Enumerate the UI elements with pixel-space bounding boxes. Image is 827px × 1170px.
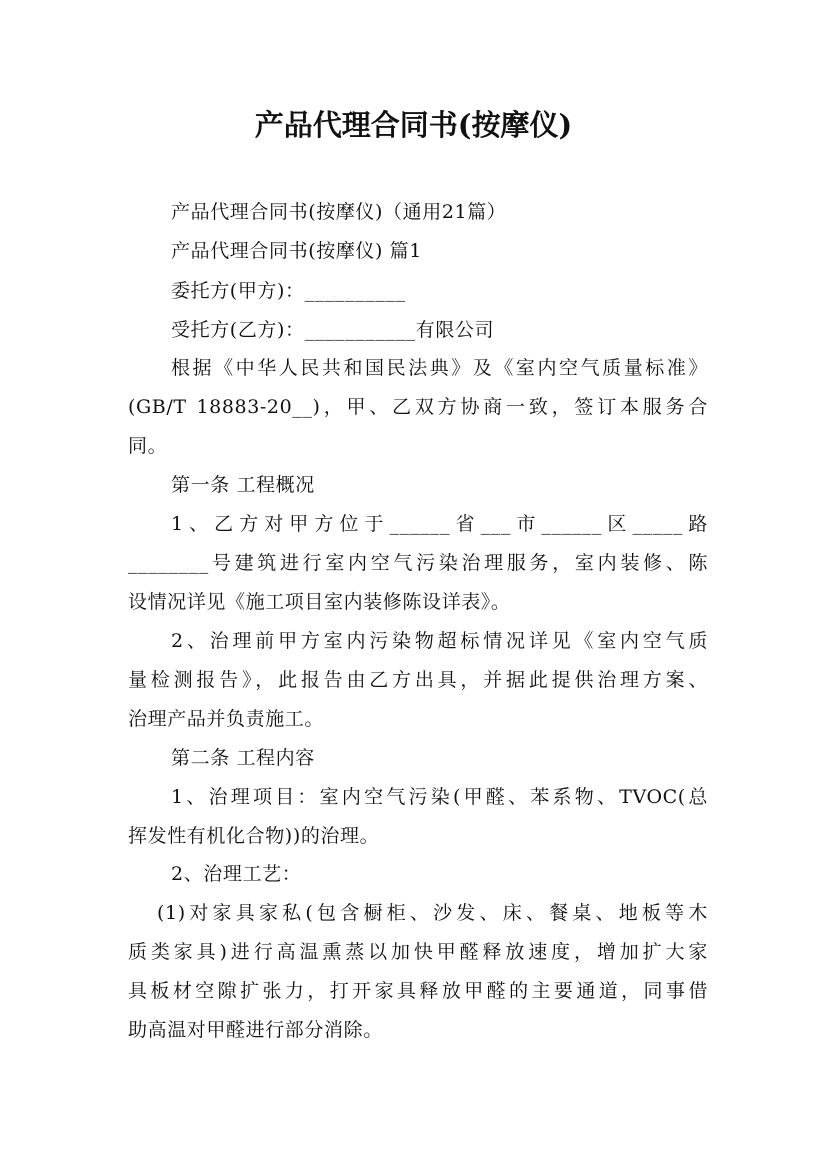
paragraph-line: 1、治理项目：室内空气污染(甲醛、苯系物、TVOC(总: [171, 786, 708, 808]
section-heading: 产品代理合同书(按摩仪) 篇1: [171, 240, 422, 262]
paragraph-line: 1、乙方对甲方位于______省___市______区_____路: [171, 513, 708, 535]
party-b-line: 受托方(乙方)：___________有限公司: [171, 319, 495, 341]
paragraph-line: 同。: [128, 435, 168, 457]
article-heading: 第一条 工程概况: [171, 474, 315, 496]
article-heading: 第二条 工程内容: [171, 747, 315, 769]
paragraph-line: 质类家具)进行高温熏蒸以加快甲醛释放速度，增加扩大家: [128, 941, 708, 963]
paragraph-line: (GB/T 18883-20__)，甲、乙双方协商一致，签订本服务合: [128, 396, 708, 418]
paragraph-line: 量检测报告》，此报告由乙方出具，并据此提供治理方案、: [128, 669, 708, 691]
paragraph-line: 挥发性有机化合物))的治理。: [128, 825, 380, 847]
paragraph-line: 2、治理前甲方室内污染物超标情况详见《室内空气质: [171, 630, 708, 652]
paragraph-line: 根据《中华人民共和国民法典》及《室内空气质量标准》: [171, 357, 708, 379]
party-a-line: 委托方(甲方)：__________: [171, 280, 406, 302]
paragraph-line: 具板材空隙扩张力，打开家具释放甲醛的主要通道，同事借: [128, 980, 708, 1002]
paragraph-line: 治理产品并负责施工。: [128, 708, 325, 730]
document-title: 产品代理合同书(按摩仪): [254, 108, 573, 142]
subtitle-line: 产品代理合同书(按摩仪)（通用21篇）: [171, 201, 507, 223]
paragraph-line: ________号建筑进行室内空气污染治理服务，室内装修、陈: [128, 552, 708, 574]
paragraph-line: 2、治理工艺：: [171, 863, 302, 885]
paragraph-line: 助高温对甲醛进行部分消除。: [128, 1019, 383, 1041]
paragraph-line: (1)对家具家私(包含橱柜、沙发、床、餐桌、地板等木: [157, 902, 708, 924]
paragraph-line: 设情况详见《施工项目室内装修陈设详表》。: [128, 591, 511, 613]
